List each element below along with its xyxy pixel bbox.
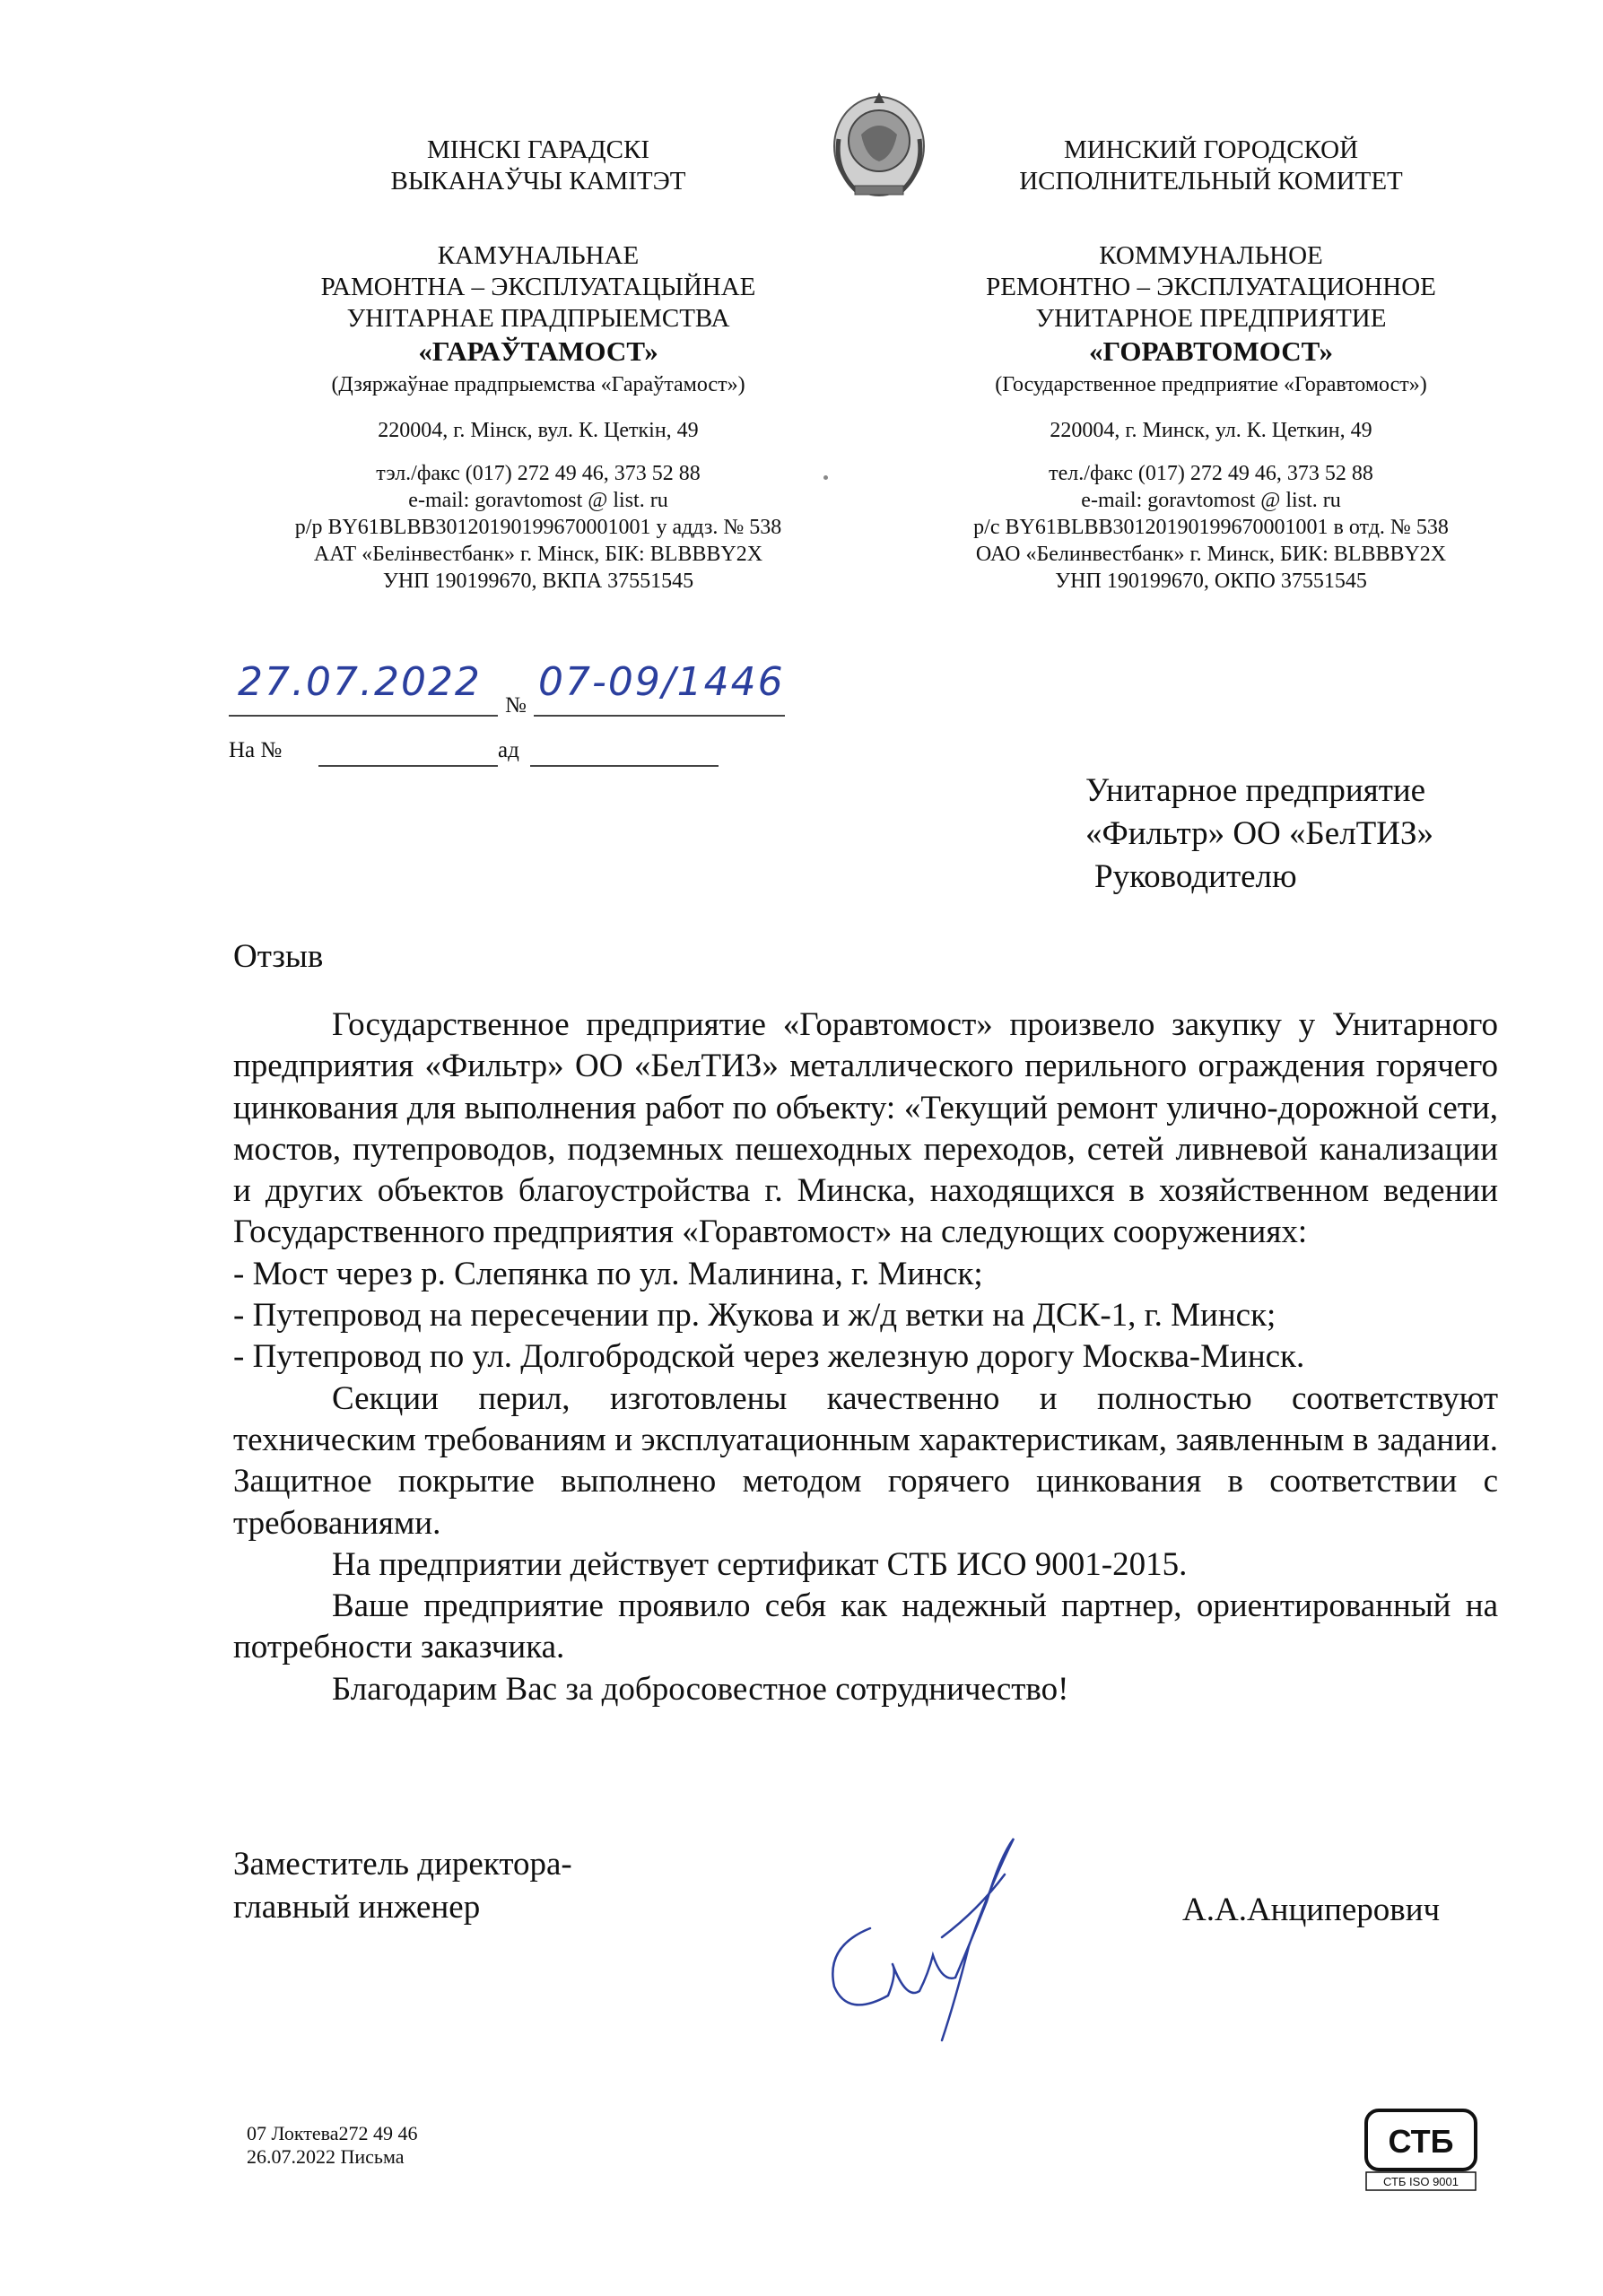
organization-name: «ГАРАЎТАМОСТ» [418,335,658,367]
signatory-name: А.А.Анциперович [1182,1892,1441,1928]
handwritten-signature-icon [807,1821,1041,2054]
header-belarusian [251,135,825,595]
number-label: № [505,693,527,718]
letter-body [233,1004,1498,1710]
address: 220004, г. Минск, ул. К. Цеткин, 49 [1050,419,1372,442]
paragraph: Секции перил, изготовлены качественно и полностью соответствуют техническим требованиям и эксплуатационным характеристикам, заявленным в задании. Защитное покрытие выполнено методом горячего цинкования в соответствии с требованиями. [233,1379,1498,1542]
handwritten-date: 27.07.2022 [238,659,482,705]
paragraph: На предприятии действует сертификат СТБ ИСО 9001-2015. [332,1545,1188,1583]
state-emblem-icon [821,85,937,206]
subject-title: Отзыв [233,938,324,975]
stb-certification-icon [1362,2108,1480,2193]
paragraph: Ваше предприятие проявило себя как надежный партнер, ориентированный на потребности заказчика. [233,1587,1498,1666]
handwritten-number: 07-09/1446 [538,659,785,705]
paragraph: Благодарим Вас за добросовестное сотрудничество! [332,1670,1069,1708]
reply-date-line [530,765,719,767]
header-russian [924,135,1498,595]
organization-name: «ГОРАВТОМОСТ» [1088,335,1334,367]
ministry-name: МІНСКІ ГАРАДСКІ ВЫКАНАЎЧЫ КАМІТЭТ [390,135,686,196]
reply-date-label: ад [498,738,519,762]
ministry-name: МИНСКИЙ ГОРОДСКОЙ ИСПОЛНИТЕЛЬНЫЙ КОМИТЕТ [1019,135,1403,196]
scan-speck [823,475,828,480]
addressee: Унитарное предприятие «Фильтр» ОО «БелТИЗ» Руководителю [1085,772,1434,895]
stb-symbol: СТБ [1388,2123,1454,2160]
footer-note: 07 Локтева272 49 46 26.07.2022 Письма [247,2122,418,2168]
reply-to-label: На № [229,738,283,762]
list-item: - Путепровод на пересечении пр. Жукова и ж/д ветки на ДСК-1, г. Минск; [233,1297,1276,1335]
registration-block [229,659,785,776]
signatory-title: Заместитель директора- главный инженер [233,1846,572,1926]
number-underline [534,715,785,717]
date-underline [229,715,498,717]
state-enterprise-note: (Дзяржаўнае прадпрыемства «Гараўтамост») [331,373,745,396]
organization-type: КАМУНАЛЬНАЕ РАМОНТНА – ЭКСПЛУАТАЦЫЙНАЕ УНІТАРНАЕ ПРАДПРЫЕМСТВА [320,241,756,333]
organization-type: КОММУНАЛЬНОЕ РЕМОНТНО – ЭКСПЛУАТАЦИОННОЕ УНИТАРНОЕ ПРЕДПРИЯТИЕ [986,241,1436,333]
paragraph: Государственное предприятие «Горавтомост» произвело закупку у Унитарного предприятия «Фильтр» ОО «БелТИЗ» металлического перильного ограждения горячего цинкования для выполнения работ по объекту: «Текущий ремонт улично-дорожной сети, мостов, путепроводов, подземных пешеходных переходов, сетей ливневой канализации и других объектов благоустройства г. Минска, находящихся в хозяйственном ведении Государственного предприятия «Горавтомост» на следующих сооружениях: [233,1006,1498,1251]
list-item: - Путепровод по ул. Долгобродской через железную дорогу Москва-Минск. [233,1338,1305,1376]
contacts: тел./факс (017) 272 49 46, 373 52 88 e-mail: goravtomost @ list. ru р/с BY61BLBB30120190199670001001 в отд. № 538 ОАО «Белинвестбанк» г. Минск, БИК: BLBBBY2X УНП 190199670, ОКПО 37551545 [973,462,1449,593]
address: 220004, г. Мінск, вул. К. Цеткін, 49 [378,419,699,442]
reply-number-line [318,765,498,767]
contacts: тэл./факс (017) 272 49 46, 373 52 88 e-mail: goravtomost @ list. ru р/р BY61BLBB30120190199670001001 у аддз. № 538 ААТ «Белінвестбанк» г. Мінск, БІК: BLBBBY2X УНП 190199670, ВКПА 37551545 [294,462,782,593]
list-item: - Мост через р. Слепянка по ул. Малинина, г. Минск; [233,1255,983,1292]
state-enterprise-note: (Государственное предприятие «Горавтомост») [995,373,1427,396]
stb-caption: СТБ ISO 9001 [1383,2175,1459,2188]
